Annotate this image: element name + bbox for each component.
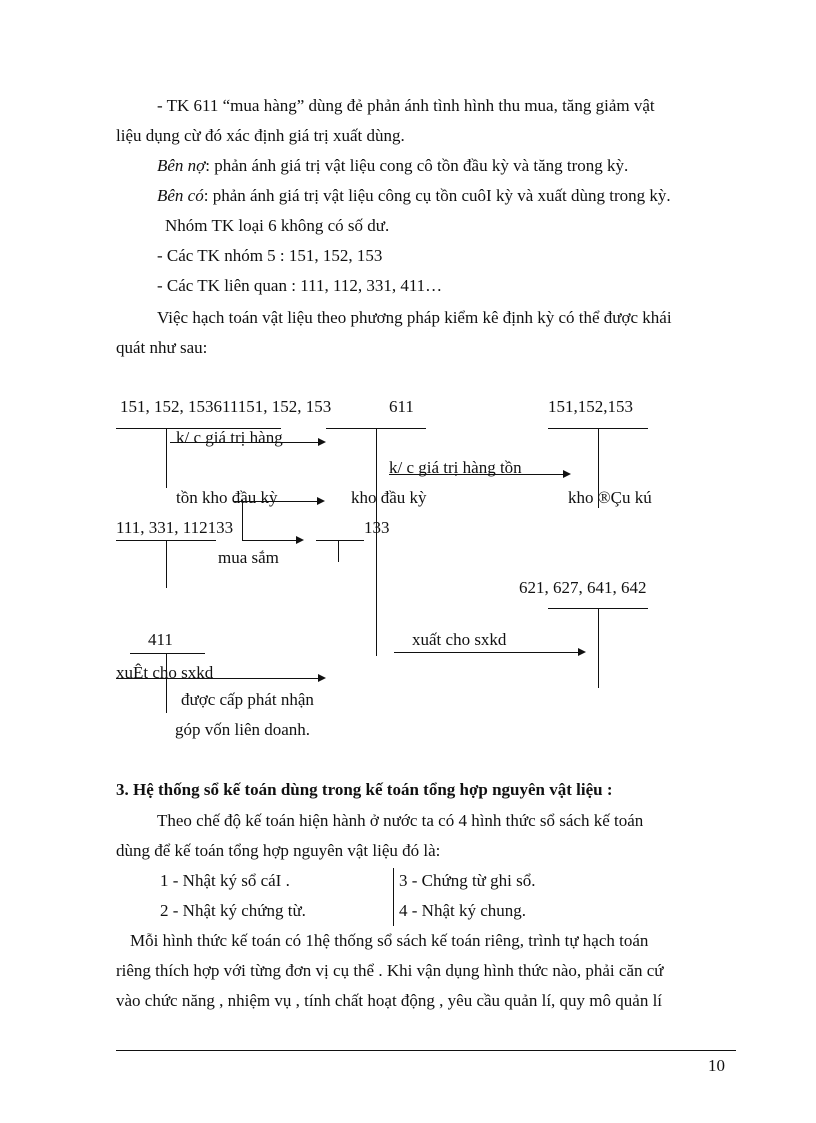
page-number: 10 [708, 1056, 725, 1075]
forms-divider [393, 868, 394, 926]
t-account-411-stem [166, 653, 167, 713]
label-kc-value-stock: k/ c giá trị hàng tồn [389, 458, 522, 477]
account-611: 611 [389, 397, 414, 416]
t-account-151-left-stem [166, 428, 167, 488]
intro-line-2: liệu dụng cừ đó xác định giá trị xuất dùng. [116, 126, 405, 145]
arrow-capital [116, 678, 324, 679]
form-1: 1 - Nhật ký sổ cáI . [160, 871, 290, 890]
related-accounts: - Các TK liên quan : 111, 112, 331, 411… [157, 276, 443, 295]
account-133: 133 [364, 518, 390, 537]
t-account-133-top [316, 540, 364, 541]
form-2: 2 - Nhật ký chứng từ. [160, 901, 306, 920]
arrow-purchase [242, 540, 302, 541]
account-111: 111, 331, 112133 [116, 518, 234, 537]
credit-line [157, 186, 671, 206]
label-allocated: được cấp phát nhận [181, 690, 314, 709]
footer-rule [116, 1050, 736, 1051]
debit-line [157, 156, 628, 176]
t-account-411-top [130, 653, 205, 654]
section-3-heading: 3. Hệ thống sổ kế toán dùng trong kế toán tổng hợp nguyên vật liệu : [116, 780, 613, 799]
arrow-kc-goods [170, 442, 324, 443]
section-3-paragraph-3: Mỗi hình thức kế toán có 1hệ thống sổ sách kế toán riêng, trình tự hạch toán [130, 931, 649, 950]
account-151-left: 151, 152, 153611151, 152, 153 [120, 397, 332, 416]
account-621: 621, 627, 641, 642 [519, 578, 647, 597]
form-3: 3 - Chứng từ ghi sổ. [399, 871, 536, 890]
section-3-paragraph-2: dùng để kế toán tổng hợp nguyên vật liệu đó là: [116, 841, 441, 860]
label-stock-begin-left: tồn kho đầu kỳ [176, 488, 278, 507]
section-3-paragraph-4: riêng thích hợp với từng đơn vị cụ thể . Khi vận dụng hình thức nào, phải căn cứ [116, 961, 664, 980]
intro-line-1: - TK 611 “mua hàng” dùng đẻ phản ánh tình hình thu mua, tăng giảm vật [157, 96, 655, 115]
label-purchase: mua sắm [218, 548, 279, 567]
t-account-133-stem [338, 540, 339, 562]
label-kc-value-goods: k/ c giá trị hàng [176, 428, 283, 447]
account-411: 411 [148, 630, 173, 649]
section-3-paragraph-5: vào chức năng , nhiệm vụ , tính chất hoạt động , yêu cầu quản lí, quy mô quản lí [116, 991, 663, 1010]
debit-label: Bên nợ [157, 156, 206, 175]
arrow-stock-begin [233, 501, 323, 502]
arrow-kc-stock [389, 474, 569, 475]
t-account-611-stem [376, 428, 377, 656]
purchase-connector [242, 500, 243, 540]
t-account-621-stem [598, 608, 599, 688]
form-4: 4 - Nhật ký chung. [399, 901, 527, 920]
credit-text: : phản ánh giá trị vật liệu công cụ tồn cuôI kỳ và xuất dùng trong kỳ. [203, 186, 671, 205]
section-3-paragraph-1: Theo chế độ kế toán hiện hành ở nước ta có 4 hình thức sổ sách kế toán [157, 811, 644, 830]
label-export-sxkd: xuất cho sxkd [412, 630, 507, 649]
debit-text: : phản ánh giá trị vật liệu cong cô tồn đầu kỳ và tăng trong kỳ. [205, 156, 629, 175]
group6-note: Nhóm TK loại 6 không có số dư. [165, 216, 390, 235]
credit-label: Bên có [157, 186, 204, 205]
label-export-sxkd-garbled: xuÊt cho sxkd [116, 663, 214, 682]
label-capital: góp vốn liên doanh. [175, 720, 311, 739]
group5-accounts: - Các TK nhóm 5 : 151, 152, 153 [157, 246, 383, 265]
label-stock-begin-mid: kho đầu kỳ [351, 488, 427, 507]
label-stock-end: kho ®Çu kú [568, 488, 652, 507]
arrow-export [394, 652, 584, 653]
account-151-right: 151,152,153 [548, 397, 633, 416]
t-account-111-stem [166, 540, 167, 588]
method-line-2: quát như sau: [116, 338, 208, 357]
method-line-1: Việc hạch toán vật liệu theo phương pháp kiểm kê định kỳ có thể được khái [157, 308, 672, 327]
